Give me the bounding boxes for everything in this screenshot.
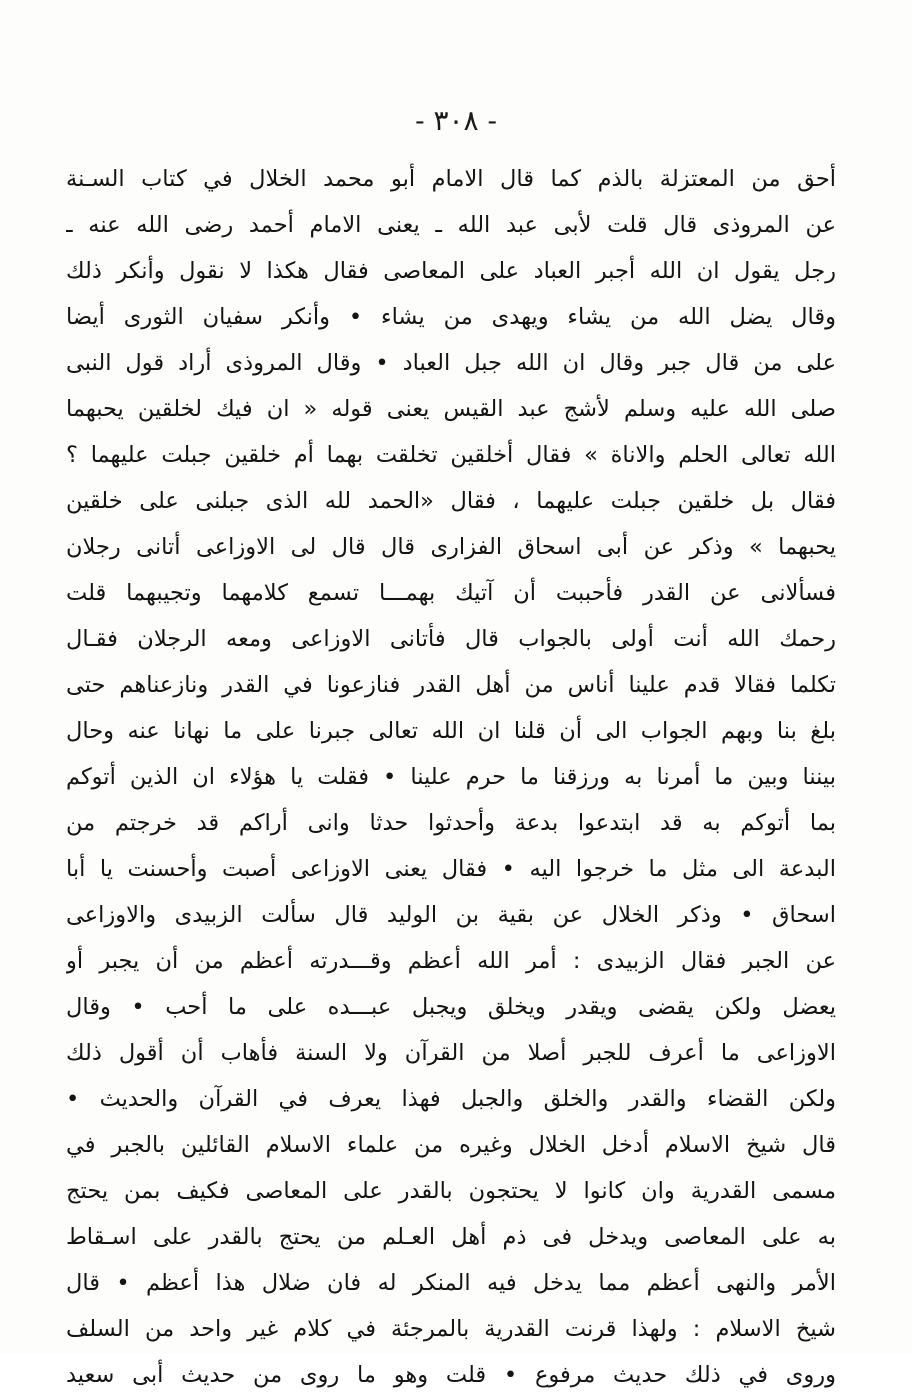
text-line: مسمى القدرية وان كانوا لا يحتجون بالقدر على المعاصى فكيف بمن يحتج xyxy=(66,1178,836,1204)
text-line: يحبهما » وذكر عن أبى اسحاق الفزارى قال قال لى الاوزاعى أتانى رجلان xyxy=(66,534,836,560)
text-line: وروى في ذلك حديث مرفوع • قلت وهو ما روى من حديث أبى سعيد xyxy=(66,1362,836,1388)
text-line: وقال يضل الله من يشاء ويهدى من يشاء • وأنكر سفيان الثورى أيضا xyxy=(66,304,836,330)
text-line: شيخ الاسلام : ولهذا قرنت القدرية بالمرجئة في كلام غير واحد من السلف xyxy=(66,1316,836,1342)
text-line: الأمر والنهى أعظم مما يدخل فيه المنكر له فان ضلال هذا أعظم • قال xyxy=(66,1270,836,1296)
page-number: - ٣٠٨ - xyxy=(415,104,497,137)
text-line: بيننا وبين ما أمرنا به ورزقنا ما حرم علينا • فقلت يا هؤلاء ان الذين أتوكم xyxy=(66,764,836,790)
text-line: عن الجبر فقال الزبيدى : أمر الله أعظم وقـــدرته أعظم من أن يجبر أو xyxy=(66,948,836,974)
text-line: به على المعاصى ويدخل فى ذم أهل العـلم من يحتج بالقدر على اسـقاط xyxy=(66,1224,836,1250)
text-line: على من قال جبر وقال ان الله جبل العباد • وقال المروذى أراد قول النبى xyxy=(66,350,836,376)
text-line: اسحاق • وذكر الخلال عن بقية بن الوليد قال سألت الزبيدى والاوزاعى xyxy=(66,902,836,928)
text-line: أحق من المعتزلة بالذم كما قال الامام أبو محمد الخلال في كتاب السـنة xyxy=(66,166,836,192)
text-line: بما أتوكم به قد ابتدعوا بدعة وأحدثوا حدثا وانى أراكم قد خرجتم من xyxy=(66,810,836,836)
text-line: يعضل ولكن يقضى ويقدر ويخلق ويجبل عبـــده على ما أحب • وقال xyxy=(66,994,836,1020)
text-line: فقال بل خلقين جبلت عليهما ، فقال «الحمد لله الذى جبلنى على خلقين xyxy=(66,488,836,514)
page-text xyxy=(66,156,836,1398)
text-line: الله تعالى الحلم والاناة » فقال أخلقين تخلقت بهما أم خلقين جبلت عليهما ؟ xyxy=(66,442,836,468)
text-line: الاوزاعى ما أعرف للجبر أصلا من القرآن ولا السنة فأهاب أن أقول ذلك xyxy=(66,1040,836,1066)
text-line: رجل يقول ان الله أجبر العباد على المعاصى فقال هكذا لا نقول وأنكر ذلك xyxy=(66,258,836,284)
text-line: رحمك الله أنت أولى بالجواب قال فأتانى الاوزاعى ومعه الرجلان فقـال xyxy=(66,626,836,652)
text-line: فسألانى عن القدر فأحببت أن آتيك بهمـــا تسمع كلامهما وتجيبهما قلت xyxy=(66,580,836,606)
text-line: قال شيخ الاسلام أدخل الخلال وغيره من علماء الاسلام القائلين بالجبر في xyxy=(66,1132,836,1158)
text-line: بلغ بنا وبهم الجواب الى أن قلنا ان الله تعالى جبرنا على ما نهانا عنه وحال xyxy=(66,718,836,744)
text-line: صلى الله عليه وسلم لأشج عبد القيس يعنى قوله « ان فيك لخلقين يحبهما xyxy=(66,396,836,422)
text-line: عن المروذى قال قلت لأبى عبد الله ـ يعنى الامام أحمد رضى الله عنه ـ xyxy=(66,212,836,238)
text-line: تكلما فقالا قدم علينا أناس من أهل القدر فنازعونا في القدر ونازعناهم حتى xyxy=(66,672,836,698)
text-line: ولكن القضاء والقدر والخلق والجبل فهذا يعرف في القرآن والحديث • xyxy=(66,1086,836,1112)
text-line: البدعة الى مثل ما خرجوا اليه • فقال يعنى الاوزاعى أصبت وأحسنت يا أبا xyxy=(66,856,836,882)
